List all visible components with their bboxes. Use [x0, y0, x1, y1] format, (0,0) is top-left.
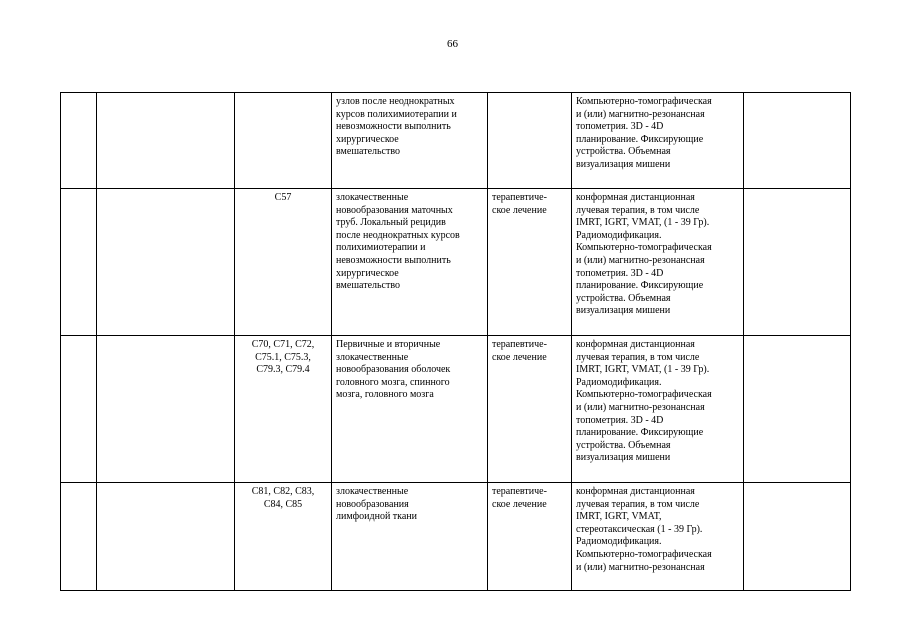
cell-treatment	[488, 93, 572, 189]
cell-text-line: визуализация мишени	[576, 452, 671, 464]
cell-text-line: лучевая терапия, в том числе	[576, 204, 700, 216]
table-row	[61, 336, 851, 483]
cell-text-line: лимфоидной ткани	[336, 511, 418, 523]
cell-text-line: Первичные и вторичные	[336, 339, 441, 350]
cell-codes	[235, 93, 332, 189]
cell-text-line: новообразования оболочек	[336, 364, 451, 376]
cell-text-line: вмешательство	[336, 146, 401, 158]
cell-extra	[744, 336, 851, 483]
cell-text-line: лучевая терапия, в том числе	[576, 498, 700, 510]
cell-extra	[744, 483, 851, 591]
cell-text-line: терапевтиче-	[492, 339, 547, 350]
cell-extra	[744, 93, 851, 189]
cell-diagnosis	[332, 189, 488, 336]
cell-codes	[235, 189, 332, 336]
cell-text-line: C70, C71, C72,	[251, 339, 315, 350]
procedures-table	[60, 92, 851, 591]
cell-treatment	[488, 483, 572, 591]
cell-text-line: и (или) магнитно-резонансная	[576, 401, 705, 413]
cell-text-line: Компьютерно-томографическая	[576, 242, 712, 254]
cell-text-line: Радиомодификация.	[576, 536, 662, 548]
cell-text-line: устройства. Объемная	[576, 439, 671, 451]
cell-text-line: лучевая терапия, в том числе	[576, 351, 700, 363]
cell-text-line: хирургическое	[336, 267, 399, 279]
cell-text-line: планирование. Фиксирующие	[576, 427, 704, 439]
cell-method	[572, 483, 744, 591]
cell-index	[61, 189, 97, 336]
cell-text-line: и (или) магнитно-резонансная	[576, 561, 705, 573]
cell-text-line: IMRT, IGRT, VMAT, (1 - 39 Гр).	[576, 217, 710, 229]
cell-diagnosis	[332, 483, 488, 591]
cell-text-line: Компьютерно-томографическая	[576, 389, 712, 401]
cell-diagnosis	[332, 336, 488, 483]
cell-text-line: головного мозга, спинного	[336, 376, 450, 388]
cell-text-line: C79.3, C79.4	[256, 364, 310, 376]
cell-text-line: злокачественные	[336, 192, 409, 203]
cell-text-line: визуализация мишени	[576, 158, 671, 170]
cell-text-line: IMRT, IGRT, VMAT,	[576, 511, 662, 523]
cell-text-line: и (или) магнитно-резонансная	[576, 108, 705, 120]
cell-text-line: топометрия. 3D - 4D	[576, 121, 664, 133]
cell-text-line: IMRT, IGRT, VMAT, (1 - 39 Гр).	[576, 364, 710, 376]
cell-text-line: C81, C82, C83,	[251, 486, 315, 497]
cell-index	[61, 483, 97, 591]
cell-method	[572, 336, 744, 483]
cell-text-line: новообразования	[336, 498, 409, 510]
cell-profile	[97, 483, 235, 591]
cell-text-line: топометрия. 3D - 4D	[576, 414, 664, 426]
cell-index	[61, 336, 97, 483]
cell-text-line: стереотаксическая (1 - 39 Гр).	[576, 523, 703, 535]
cell-profile	[97, 336, 235, 483]
table-row	[61, 483, 851, 591]
cell-text-line: невозможности выполнить	[336, 121, 451, 133]
cell-text-line: хирургическое	[336, 133, 399, 145]
cell-text-line: полихимиотерапии и	[336, 242, 426, 254]
cell-treatment	[488, 189, 572, 336]
cell-text-line: ское лечение	[492, 498, 547, 510]
cell-text-line: новообразования маточных	[336, 204, 453, 216]
cell-text-line: конформная дистанционная	[576, 339, 695, 350]
cell-text-line: конформная дистанционная	[576, 486, 695, 497]
cell-text-line: невозможности выполнить	[336, 254, 451, 266]
cell-text-line: ское лечение	[492, 351, 547, 363]
cell-text-line: планирование. Фиксирующие	[576, 133, 704, 145]
cell-text-line: Радиомодификация.	[576, 376, 662, 388]
cell-text-line: устройства. Объемная	[576, 146, 671, 158]
cell-text-line: Компьютерно-томографическая	[576, 96, 712, 107]
cell-codes	[235, 483, 332, 591]
cell-text-line: C84, C85	[263, 498, 303, 510]
cell-text-line: планирование. Фиксирующие	[576, 280, 704, 292]
table-row	[61, 93, 851, 189]
page-number: 66	[447, 38, 458, 50]
cell-text-line: Компьютерно-томографическая	[576, 548, 712, 560]
cell-profile	[97, 93, 235, 189]
cell-index	[61, 93, 97, 189]
cell-text-line: устройства. Объемная	[576, 292, 671, 304]
cell-text-line: конформная дистанционная	[576, 192, 695, 203]
cell-text-line: топометрия. 3D - 4D	[576, 267, 664, 279]
cell-text-line: злокачественные	[336, 351, 409, 363]
cell-text-line: труб. Локальный рецидив	[336, 217, 446, 229]
table-row	[61, 189, 851, 336]
cell-text-line: злокачественные	[336, 486, 409, 497]
cell-text-line: терапевтиче-	[492, 192, 547, 203]
cell-text-line: визуализация мишени	[576, 305, 671, 317]
cell-text-line: и (или) магнитно-резонансная	[576, 254, 705, 266]
cell-text-line: мозга, головного мозга	[336, 389, 434, 401]
cell-text-line: после неоднократных курсов	[336, 229, 460, 241]
cell-codes	[235, 336, 332, 483]
cell-method	[572, 189, 744, 336]
cell-text-line: C57	[274, 192, 292, 203]
cell-text-line: узлов после неоднократных	[336, 96, 455, 107]
cell-treatment	[488, 336, 572, 483]
cell-diagnosis	[332, 93, 488, 189]
cell-text-line: вмешательство	[336, 280, 401, 292]
cell-text-line: Радиомодификация.	[576, 229, 662, 241]
cell-text-line: ское лечение	[492, 204, 547, 216]
cell-method	[572, 93, 744, 189]
cell-text-line: курсов полихимиотерапии и	[336, 108, 457, 120]
cell-extra	[744, 189, 851, 336]
cell-text-line: терапевтиче-	[492, 486, 547, 497]
cell-text-line: C75.1, C75.3,	[255, 351, 311, 363]
cell-profile	[97, 189, 235, 336]
